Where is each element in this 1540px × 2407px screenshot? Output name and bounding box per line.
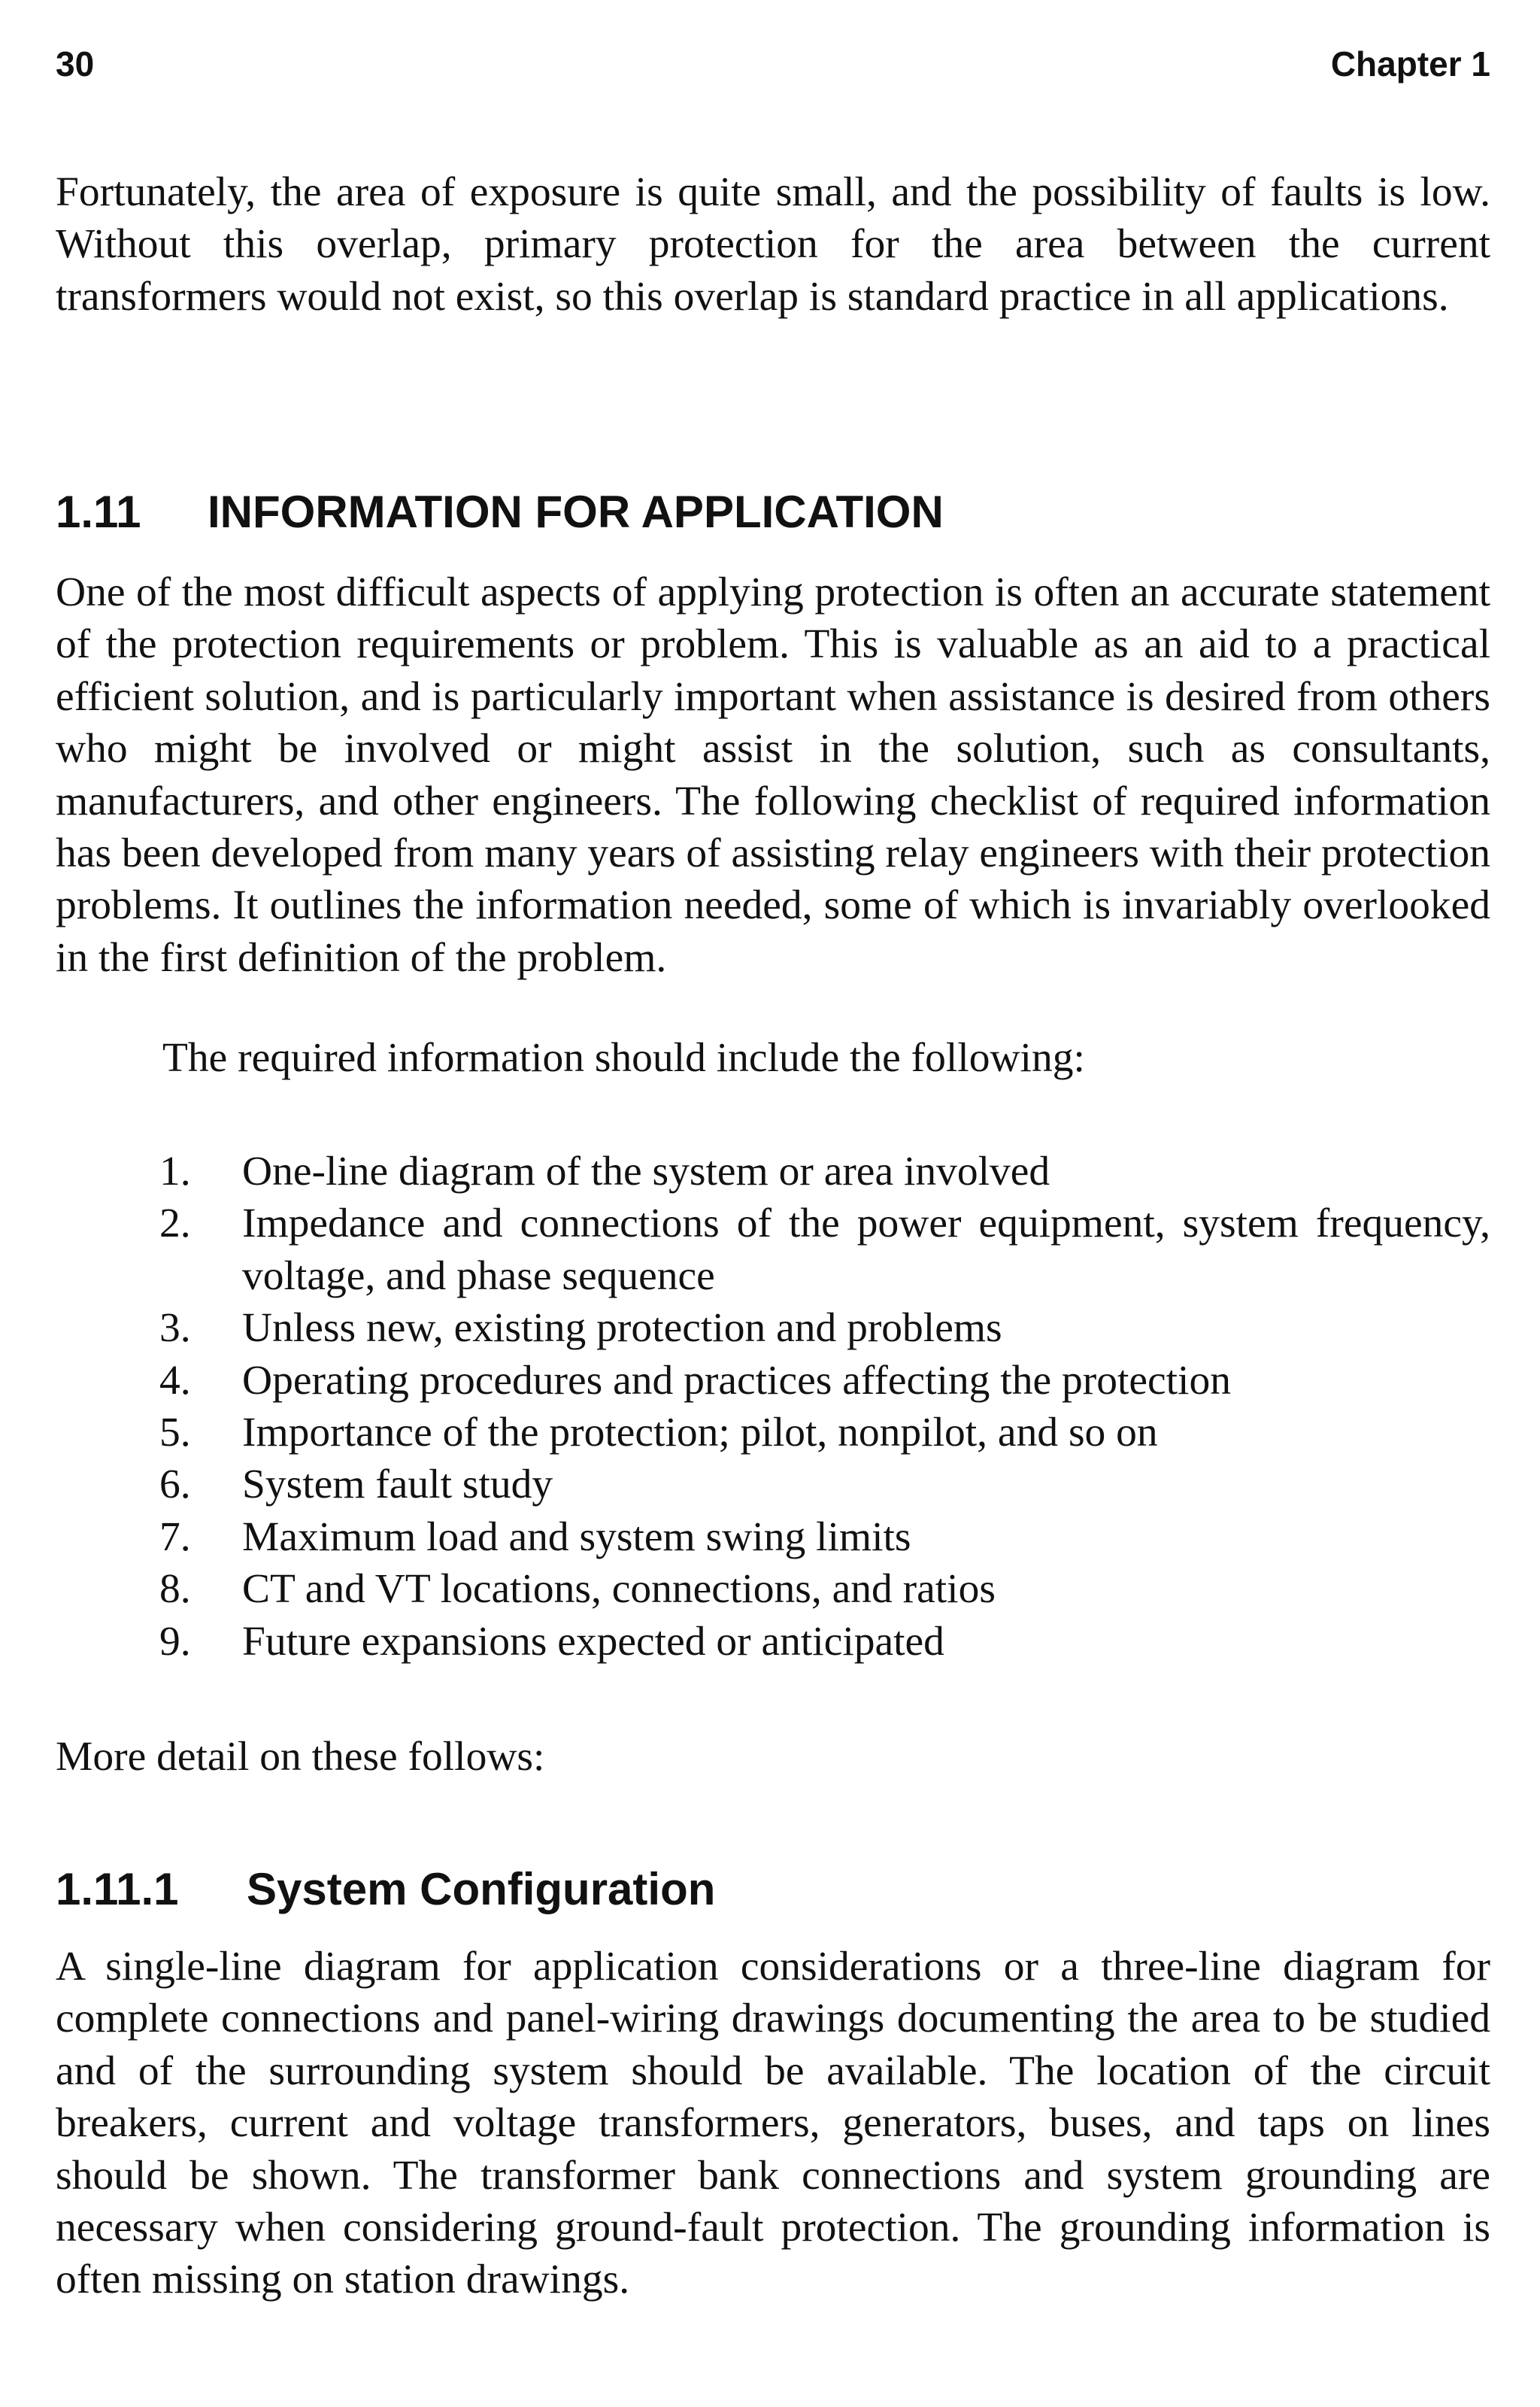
checklist [159,1146,1490,1668]
list-number: 9. [159,1618,191,1665]
list-number: 3. [159,1305,191,1352]
subsection-heading [56,1863,715,1916]
list-number: 7. [159,1513,191,1560]
list-number: 4. [159,1357,191,1404]
list-text: Operating procedures and practices affecting the protection [242,1357,1231,1404]
list-text: Future expansions expected or anticipated [242,1618,944,1665]
page-number: 30 [56,44,95,83]
chapter-label: Chapter 1 [1330,44,1490,83]
section-title: INFORMATION FOR APPLICATION [208,487,944,537]
list-text: System fault study [242,1462,553,1508]
list-item [159,1355,1490,1407]
list-text: One-line diagram of the system or area involved [242,1149,1050,1194]
subsection-number: 1.11.1 [56,1864,179,1914]
section-heading [56,486,944,539]
list-item [159,1616,1490,1668]
list-number: 8. [159,1566,191,1613]
list-number: 1. [159,1149,191,1194]
list-item [159,1563,1490,1615]
list-text: Impedance and connections of the power equipment, system frequency, voltage, and phase sequence [242,1200,1490,1299]
system-config-paragraph: A single-line diagram for application considerations or a three-line diagram for complete connections and panel-wiring drawings documenting the area to be studied and of the surrounding system should be available. The location of the circuit breakers, current and voltage transformers, generators, buses, and taps on lines should be shown. The transformer bank connections and system grounding are necessary when considering ground-fault protection. The grounding information is often missing on station drawings. [56,1944,1490,2303]
required-intro-paragraph: The required information should include the following: [162,1035,1085,1081]
list-number: 5. [159,1410,191,1456]
list-item [159,1511,1490,1563]
list-text: CT and VT locations, connections, and ratios [242,1566,996,1613]
list-text: Maximum load and system swing limits [242,1513,911,1560]
list-item [159,1407,1490,1458]
list-item [159,1146,1490,1197]
subsection-title: System Configuration [247,1864,716,1914]
info-paragraph: One of the most difficult aspects of applying protection is often an accurate statement of the protection requirements or problem. This is valuable as an aid to a practical efficient solution, and is particularly important when assistance is desired from others who might be involved or might assist in the solution, such as consultants, manufacturers, and other engineers. The following checklist of required information has been developed from many years of assisting relay engineers with their protection problems. It outlines the information needed, some of which is invariably overlooked in the first definition of the problem. [56,569,1490,981]
list-item [159,1197,1490,1302]
list-text: Unless new, existing protection and problems [242,1305,1002,1352]
list-number: 2. [159,1200,191,1247]
list-item [159,1302,1490,1354]
more-detail-paragraph: More detail on these follows: [56,1734,545,1780]
list-item [159,1458,1490,1510]
page-header [56,44,1490,96]
list-text: Importance of the protection; pilot, nonpilot, and so on [242,1410,1158,1456]
intro-paragraph: Fortunately, the area of exposure is quite small, and the possibility of faults is low. Without this overlap, primary protection for the area between the current transformers would not exist, so this overlap is standard practice in all applications. [56,169,1490,320]
list-number: 6. [159,1462,191,1508]
section-number: 1.11 [56,487,141,537]
